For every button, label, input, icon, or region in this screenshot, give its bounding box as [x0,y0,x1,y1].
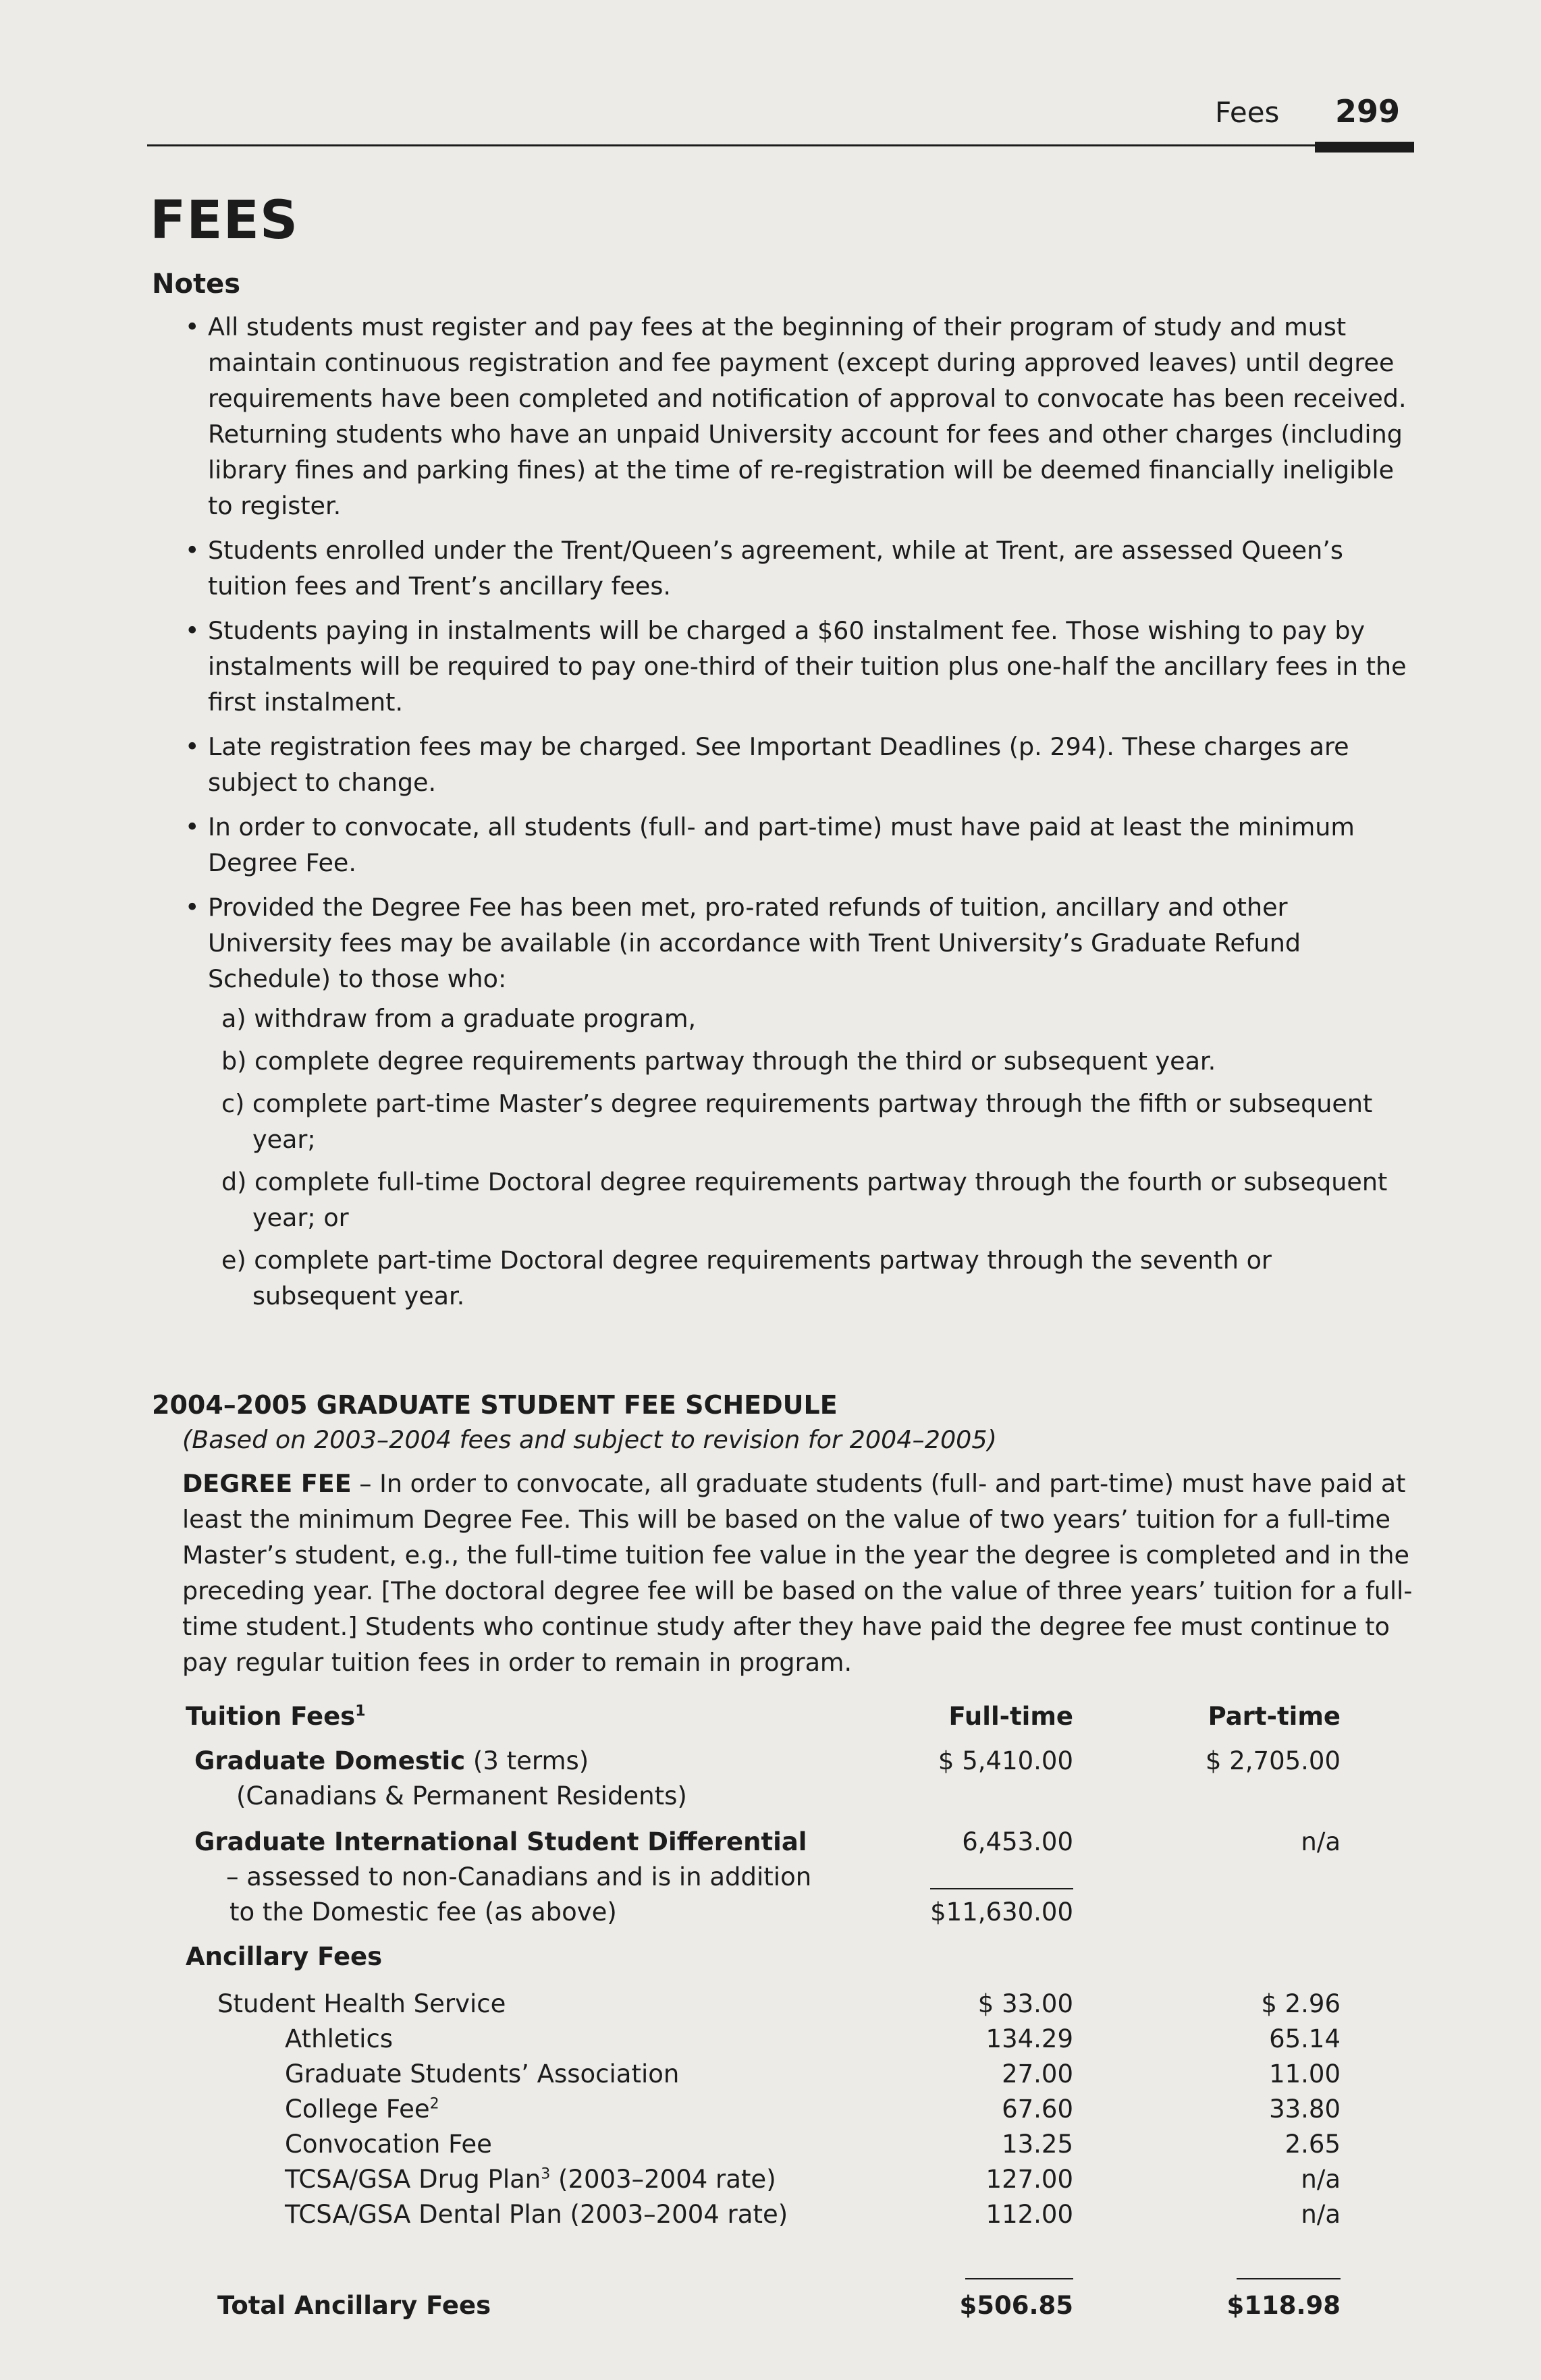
ancillary-item-label: TCSA/GSA Dental Plan (2003–2004 rate) [285,2200,788,2229]
international-part-time: n/a [1301,1827,1341,1856]
ancillary-item-part-time: 2.65 [1285,2130,1341,2159]
domestic-row-label: Graduate Domestic (3 terms) [194,1746,589,1775]
refund-cases-list [221,1001,1411,1314]
subtotal-rule [930,1888,1073,1889]
note-item: • All students must register and pay fees at the beginning of their program of study and must maintain continuous registration and fee payment (except during approved leaves) until degree requirements have been completed and notification of approval to convocate has been received. Returning students who have an unpaid University account for fees and other charges (including library fines and parking fines) at the time of re-registration will be deemed financially ineligible to register. [182,309,1411,524]
notes-heading: Notes [152,269,241,300]
ancillary-item-label: Athletics [285,2024,394,2053]
domestic-row-note: (Canadians & Permanent Residents) [236,1781,687,1810]
total-rule-full [965,2278,1073,2279]
note-item: • Late registration fees may be charged. See Important Deadlines (p. 294). These charges are subject to change. [182,729,1411,800]
total-ancillary-full-time: $506.85 [959,2291,1073,2320]
refund-case: c) complete part-time Master’s degree requirements partway through the fifth or subsequent year; [221,1089,1373,1154]
ancillary-item-label: Convocation Fee [285,2130,492,2159]
ancillary-item-full-time: 112.00 [985,2200,1073,2229]
domestic-part-time: $ 2,705.00 [1205,1746,1341,1775]
ancillary-item-part-time: n/a [1301,2165,1341,2194]
notes-list [182,309,1411,1323]
refund-case: d) complete full-time Doctoral degree requirements partway through the fourth or subsequent year; or [221,1167,1388,1232]
ancillary-item-full-time: 67.60 [1002,2095,1073,2124]
page-number: 299 [1335,93,1401,130]
refund-case: b) complete degree requirements partway through the third or subsequent year. [221,1047,1216,1076]
ancillary-item-label: TCSA/GSA Drug Plan$^3$ (2003–2004 rate) [285,2165,776,2194]
ancillary-item-full-time: 27.00 [1002,2059,1073,2088]
ancillary-item-part-time: $ 2.96 [1261,1989,1341,2018]
ancillary-item-label: Graduate Students’ Association [285,2059,680,2088]
page-title: FEES [150,190,299,251]
note-item: • In order to convocate, all students (full- and part-time) must have paid at least the minimum Degree Fee. [182,809,1411,881]
tuition-fees-label: Tuition Fees$^1$ [186,1702,366,1731]
header-tab-marker [1315,142,1414,153]
international-total: $11,630.00 [930,1898,1073,1927]
refund-case: e) complete part-time Doctoral degree requirements partway through the seventh or subsequent year. [221,1246,1272,1310]
ancillary-item-label: College Fee$^2$ [285,2095,439,2124]
refund-case: a) withdraw from a graduate program, [221,1004,697,1033]
ancillary-item-part-time: 11.00 [1269,2059,1341,2088]
degree-fee-text: – In order to convocate, all graduate students (full- and part-time) must have paid at least the minimum Degree Fee. This will be based on the value of two years’ tuition for a full-time Master’s student, e.g., the full-time tuition fee value in the year the degree is completed and in the preceding year. [The doctoral degree fee will be based on the value of three years’ tuition for a full-time student.] Students who continue study after they have paid the degree fee must continue to pay regular tuition fees in order to remain in program. [182,1469,1413,1677]
total-ancillary-label: Total Ancillary Fees [217,2291,491,2320]
schedule-subheading: (Based on 2003–2004 fees and subject to revision for 2004–2005) [182,1425,997,1454]
international-row-note: – assessed to non-Canadians and is in addition [226,1862,812,1891]
header-rule [147,144,1414,146]
international-row-label: Graduate International Student Differential [194,1827,807,1856]
ancillary-fees-label: Ancillary Fees [186,1942,383,1971]
schedule-heading: 2004–2005 GRADUATE STUDENT FEE SCHEDULE [152,1390,838,1420]
ancillary-item-part-time: 33.80 [1269,2095,1341,2124]
ancillary-item-full-time: $ 33.00 [977,1989,1073,2018]
note-item: • Students paying in instalments will be charged a $60 instalment fee. Those wishing to pay by instalments will be required to pay one-third of their tuition plus one-half the ancillary fees in the first instalment. [182,613,1411,720]
ancillary-item-label: Student Health Service [217,1989,506,2018]
ancillary-item-full-time: 127.00 [985,2165,1073,2194]
ancillary-item-full-time: 13.25 [1002,2130,1073,2159]
degree-fee-label: DEGREE FEE [182,1469,352,1498]
international-row-note: to the Domestic fee (as above) [229,1898,617,1927]
column-part-time: Part-time [1208,1702,1341,1731]
total-rule-part [1237,2278,1341,2279]
column-full-time: Full-time [948,1702,1073,1731]
ancillary-item-full-time: 134.29 [985,2024,1073,2053]
domestic-full-time: $ 5,410.00 [938,1746,1073,1775]
running-header-section: Fees [1215,96,1280,129]
international-full-time: 6,453.00 [962,1827,1073,1856]
note-item: • Students enrolled under the Trent/Queen’s agreement, while at Trent, are assessed Queen’s tuition fees and Trent’s ancillary fees. [182,532,1411,604]
degree-fee-paragraph [182,1466,1414,1680]
ancillary-item-part-time: n/a [1301,2200,1341,2229]
ancillary-item-part-time: 65.14 [1269,2024,1341,2053]
note-text: Provided the Degree Fee has been met, pro-rated refunds of tuition, ancillary and other University fees may be available (in accordance with Trent University’s Graduate Refund Schedule) to those who: [208,893,1301,993]
total-ancillary-part-time: $118.98 [1226,2291,1341,2320]
note-item [182,889,1411,1314]
